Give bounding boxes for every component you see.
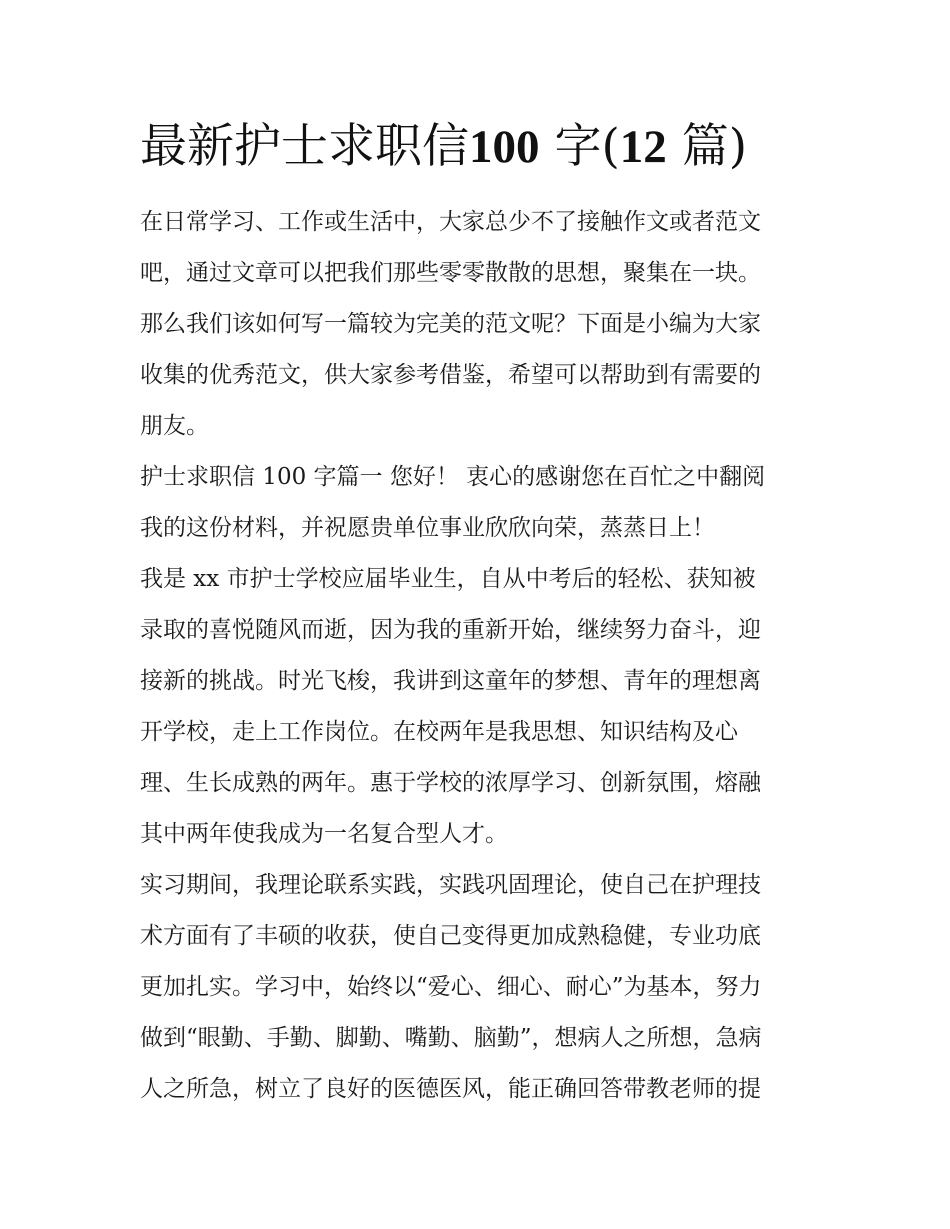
title-suffix: 篇) — [666, 119, 748, 174]
document-title — [140, 112, 747, 182]
title-prefix: 最新护士求职信 — [140, 119, 469, 174]
body-line: 那么我们该如何写一篇较为完美的范文呢？下面是小编为大家 — [140, 311, 761, 337]
body-line: 做到“眼勤、手勤、脚勤、嘴勤、脑勤”，想病人之所想，急病 — [140, 1025, 762, 1051]
body-line: 录取的喜悦随风而逝，因为我的重新开始，继续努力奋斗，迎 — [140, 617, 761, 643]
body-line: 我是 xx 市护士学校应届毕业生，自从中考后的轻松、获知被 — [140, 566, 756, 592]
body-line: 朋友。 — [140, 413, 209, 439]
body-line: 接新的挑战。时光飞梭，我讲到这童年的梦想、青年的理想离 — [140, 668, 761, 694]
body-line: 人之所急，树立了良好的医德医风，能正确回答带教老师的提 — [140, 1076, 761, 1102]
body-line: 更加扎实。学习中，始终以“爱心、细心、耐心”为基本，努力 — [140, 974, 762, 1000]
title-number-1: 100 — [469, 121, 540, 173]
body-line: 理、生长成熟的两年。惠于学校的浓厚学习、创新氛围，熔融 — [140, 770, 761, 796]
title-mid: 字( — [539, 119, 620, 174]
body-line: 术方面有了丰硕的收获，使自己变得更加成熟稳健，专业功底 — [140, 923, 761, 949]
body-line: 在日常学习、工作或生活中，大家总少不了接触作文或者范文 — [140, 209, 761, 235]
title-number-2: 12 — [619, 121, 667, 173]
body-line: 实习期间，我理论联系实践，实践巩固理论，使自己在护理技 — [140, 872, 761, 898]
body-line: 我的这份材料，并祝愿贵单位事业欣欣向荣，蒸蒸日上！ — [140, 515, 715, 541]
body-line: 开学校，走上工作岗位。在校两年是我思想、知识结构及心 — [140, 719, 738, 745]
body-line: 护士求职信 100 字篇一 您好！ 衷心的感谢您在百忙之中翻阅 — [140, 464, 766, 490]
body-line: 吧，通过文章可以把我们那些零零散散的思想，聚集在一块。 — [140, 260, 761, 286]
body-line: 收集的优秀范文，供大家参考借鉴，希望可以帮助到有需要的 — [140, 362, 761, 388]
body-line: 其中两年使我成为一名复合型人才。 — [140, 821, 508, 847]
